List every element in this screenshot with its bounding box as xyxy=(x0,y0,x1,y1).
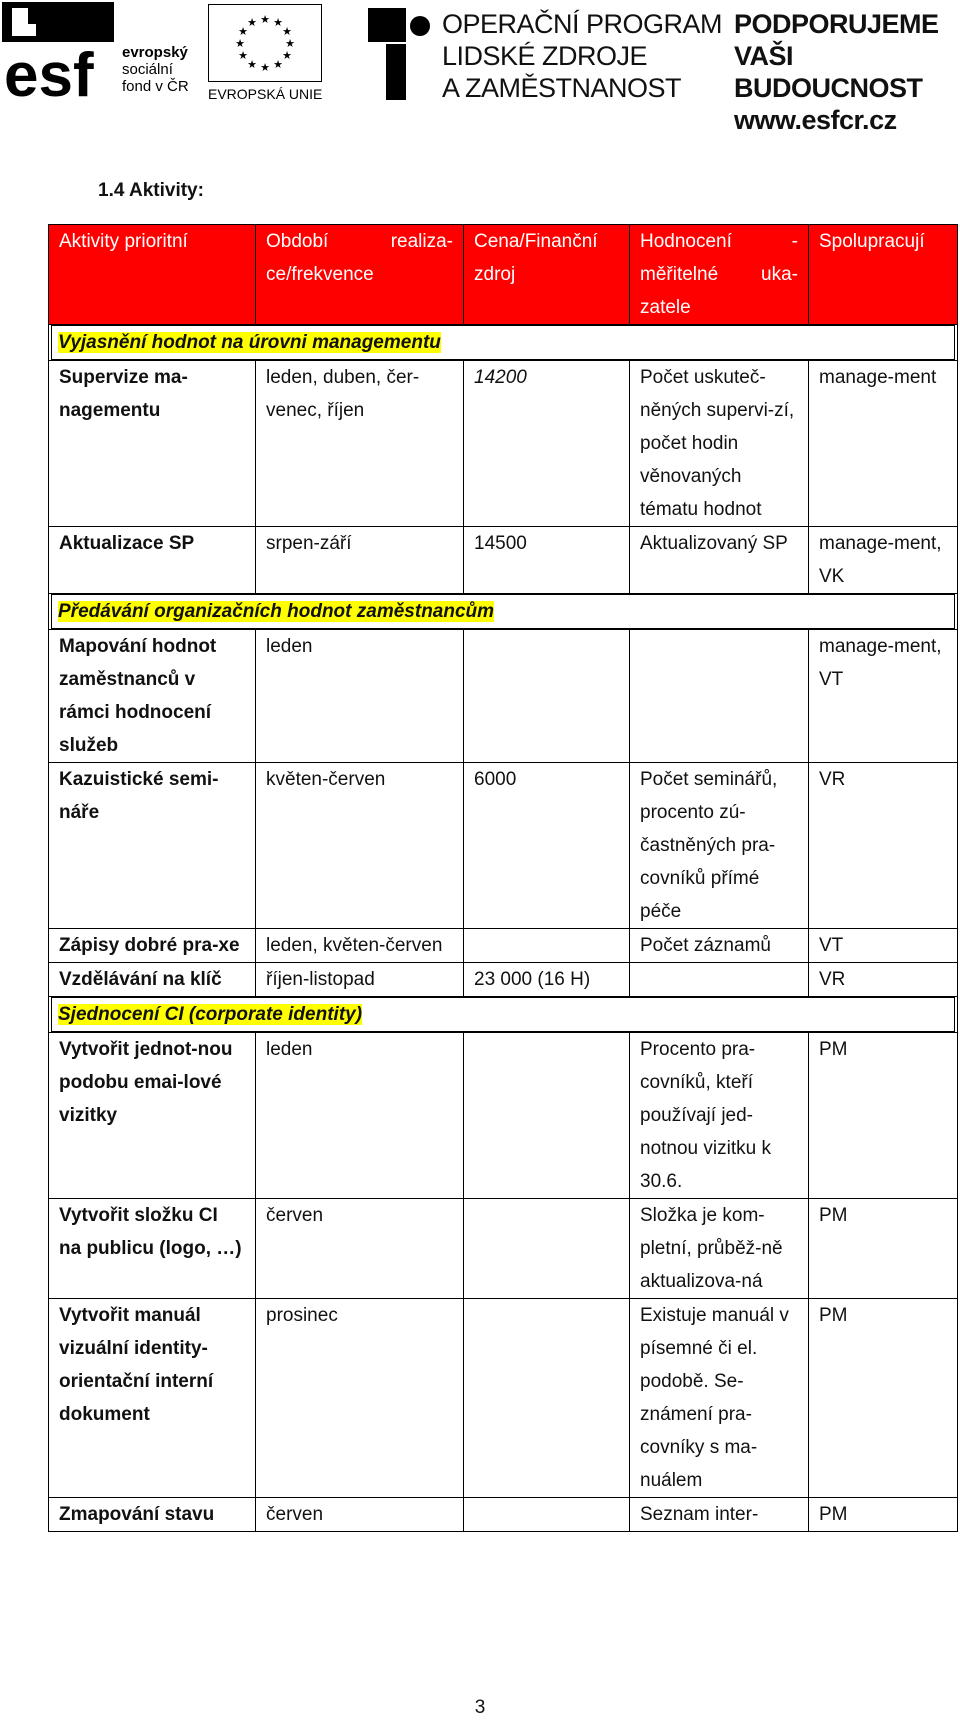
cell-partners: PM xyxy=(809,1299,958,1498)
cell-evaluation: Aktualizovaný SP xyxy=(630,527,809,594)
cell-cost xyxy=(464,1299,630,1498)
section-title: Sjednocení CI (corporate identity) xyxy=(58,1004,363,1025)
cell-activity: Kazuistické semi-náře xyxy=(49,763,256,929)
cell-evaluation xyxy=(630,630,809,763)
cell-activity: Vytvořit manuál vizuální identity-orientační interní dokument xyxy=(49,1299,256,1498)
slogan-line2: VAŠI BUDOUCNOST xyxy=(734,41,923,103)
esf-line2: sociální xyxy=(122,61,173,78)
cell-evaluation: Počet uskuteč-něných supervi-zí, počet hodin věnovaných tématu hodnot xyxy=(630,361,809,527)
op-line2: LIDSKÉ ZDROJE xyxy=(442,41,648,71)
svg-text:★: ★ xyxy=(260,61,270,74)
cell-period: červen xyxy=(256,1199,464,1299)
cell-evaluation: Existuje manuál v písemné či el. podobě. Se-známení pra-covníky s ma-nuálem xyxy=(630,1299,809,1498)
table-row xyxy=(49,963,958,997)
esf-logo xyxy=(2,2,114,102)
page-number: 3 xyxy=(474,1697,486,1718)
op-program-name xyxy=(442,8,722,104)
svg-text:★: ★ xyxy=(238,25,248,38)
cell-period: leden xyxy=(256,1033,464,1199)
col-header-evaluation: Hodnocení - měřitelné uka-zatele xyxy=(630,225,809,325)
svg-text:★: ★ xyxy=(247,58,257,71)
table-row xyxy=(49,630,958,763)
svg-text:★: ★ xyxy=(247,16,257,29)
col-header-cost: Cena/Finanční zdroj xyxy=(464,225,630,325)
svg-text:★: ★ xyxy=(273,16,283,29)
cell-cost: 23 000 (16 H) xyxy=(464,963,630,997)
table-row xyxy=(49,1299,958,1498)
cell-cost xyxy=(464,1199,630,1299)
svg-text:★: ★ xyxy=(282,49,292,62)
table-row xyxy=(49,1033,958,1199)
cell-period: říjen-listopad xyxy=(256,963,464,997)
esf-caption xyxy=(122,44,189,95)
cell-activity: Zápisy dobré pra-xe xyxy=(49,929,256,963)
cell-cost xyxy=(464,1033,630,1199)
cell-partners: manage-ment, VT xyxy=(809,630,958,763)
cell-period: leden, květen-červen xyxy=(256,929,464,963)
col-header-partners: Spolupracují xyxy=(809,225,958,325)
table-row xyxy=(49,361,958,527)
section-row xyxy=(49,997,958,1033)
cell-cost: 14200 xyxy=(464,361,630,527)
cell-cost xyxy=(464,929,630,963)
op-logo-icon xyxy=(364,4,432,104)
table-header-row xyxy=(49,225,958,325)
table-row xyxy=(49,1498,958,1532)
svg-text:★: ★ xyxy=(238,49,248,62)
cell-partners: manage-ment, VK xyxy=(809,527,958,594)
cell-partners: manage-ment xyxy=(809,361,958,527)
section-row xyxy=(49,325,958,361)
cell-partners: VT xyxy=(809,929,958,963)
section-row xyxy=(49,594,958,630)
cell-activity: Vytvořit jednot-nou podobu emai-lové vizitky xyxy=(49,1033,256,1199)
table-row xyxy=(49,929,958,963)
esf-line3: fond v ČR xyxy=(122,78,189,95)
cell-activity: Zmapování stavu xyxy=(49,1498,256,1532)
cell-evaluation: Procento pra-covníků, kteří používají jed-notnou vizitku k 30.6. xyxy=(630,1033,809,1199)
cell-activity: Mapování hodnot zaměstnanců v rámci hodnocení služeb xyxy=(49,630,256,763)
section-title: Předávání organizačních hodnot zaměstnancům xyxy=(58,601,495,622)
cell-partners: VR xyxy=(809,763,958,929)
slogan-line1: PODPORUJEME xyxy=(734,9,939,39)
cell-partners: PM xyxy=(809,1498,958,1532)
cell-activity: Vzdělávání na klíč xyxy=(49,963,256,997)
cell-cost xyxy=(464,1498,630,1532)
op-line3: A ZAMĚSTNANOST xyxy=(442,73,682,103)
cell-evaluation: Počet seminářů, procento zú-častněných pra-covníků přímé péče xyxy=(630,763,809,929)
table-row xyxy=(49,527,958,594)
eu-flag-icon xyxy=(208,4,322,82)
svg-text:★: ★ xyxy=(282,25,292,38)
cell-period: květen-červen xyxy=(256,763,464,929)
cell-period: srpen-září xyxy=(256,527,464,594)
svg-text:★: ★ xyxy=(235,37,245,50)
cell-evaluation: Seznam inter- xyxy=(630,1498,809,1532)
cell-evaluation xyxy=(630,963,809,997)
cell-period: prosinec xyxy=(256,1299,464,1498)
slogan-url: www.esfcr.cz xyxy=(734,105,897,135)
cell-period: leden, duben, čer-venec, říjen xyxy=(256,361,464,527)
cell-period: červen xyxy=(256,1498,464,1532)
svg-text:★: ★ xyxy=(273,58,283,71)
cell-cost: 14500 xyxy=(464,527,630,594)
cell-partners: VR xyxy=(809,963,958,997)
col-header-activities: Aktivity prioritní xyxy=(49,225,256,325)
op-line1: OPERAČNÍ PROGRAM xyxy=(442,9,723,39)
section-heading: 1.4 Aktivity: xyxy=(98,180,204,201)
cell-activity: Aktualizace SP xyxy=(49,527,256,594)
cell-activity: Supervize ma-nagementu xyxy=(49,361,256,527)
cell-cost xyxy=(464,630,630,763)
svg-text:★: ★ xyxy=(260,13,270,26)
cell-period: leden xyxy=(256,630,464,763)
activities-table xyxy=(48,224,958,1532)
cell-evaluation: Složka je kom-pletní, průběž-ně aktualizova-ná xyxy=(630,1199,809,1299)
logo-bar xyxy=(0,0,960,135)
table-row xyxy=(49,763,958,929)
section-title: Vyjasnění hodnot na úrovni managementu xyxy=(58,332,441,353)
slogan xyxy=(734,8,960,136)
table-row xyxy=(49,1199,958,1299)
col-header-period: Období realiza-ce/frekvence xyxy=(256,225,464,325)
svg-text:★: ★ xyxy=(285,37,295,50)
eu-caption: EVROPSKÁ UNIE xyxy=(208,86,323,102)
cell-activity: Vytvořit složku CI na publicu (logo, …) xyxy=(49,1199,256,1299)
cell-partners: PM xyxy=(809,1199,958,1299)
cell-evaluation: Počet záznamů xyxy=(630,929,809,963)
cell-cost: 6000 xyxy=(464,763,630,929)
cell-partners: PM xyxy=(809,1033,958,1199)
svg-text:esf: esf xyxy=(4,41,94,102)
esf-line1: evropský xyxy=(122,44,188,61)
